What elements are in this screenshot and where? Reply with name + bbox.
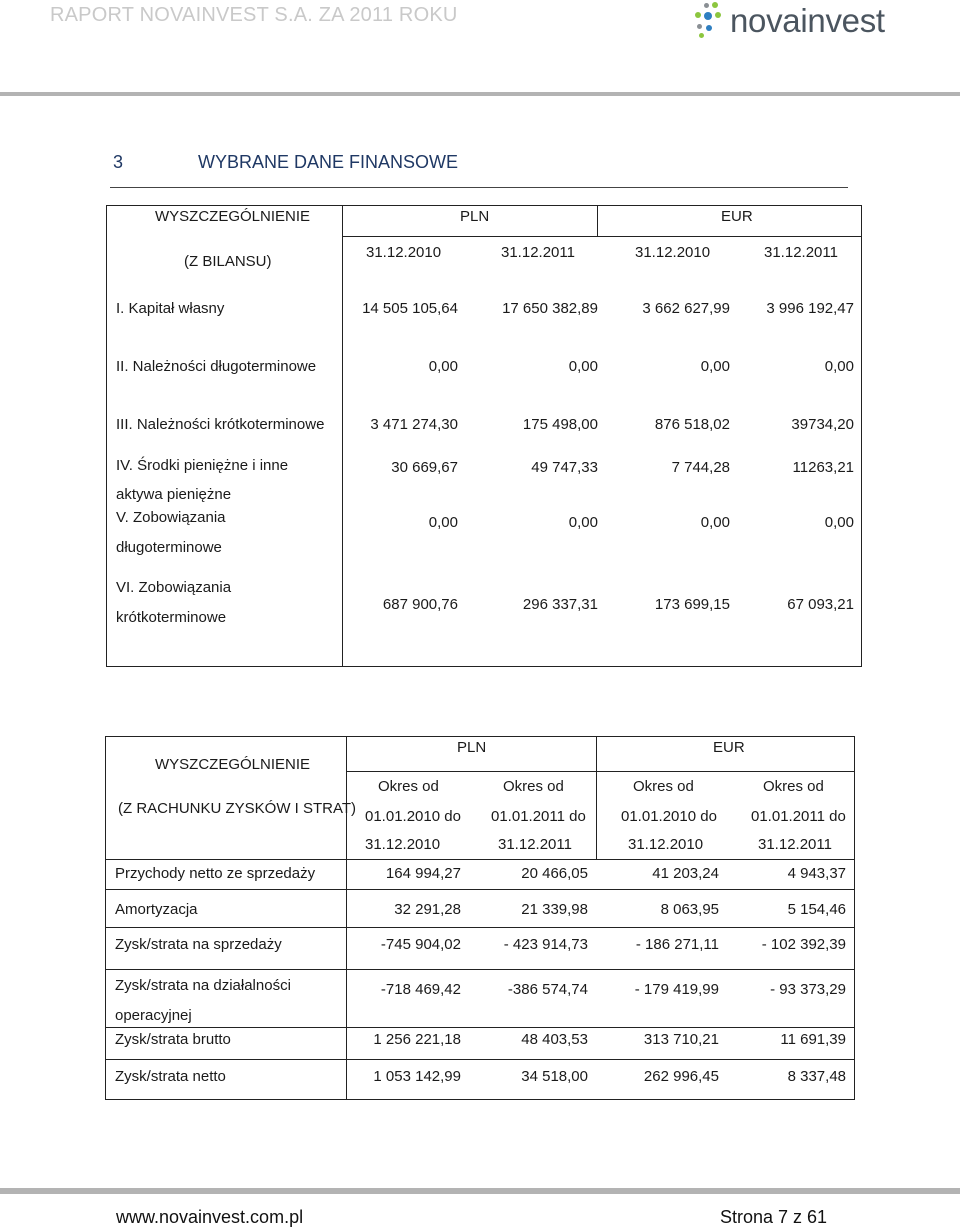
- row-label: VI. Zobowiązania: [116, 579, 232, 596]
- value-cell: 0,00: [568, 358, 598, 375]
- value-cell: -386 574,74: [507, 981, 588, 998]
- logo-dot-icon: [706, 25, 712, 31]
- value-cell: 3 996 192,47: [766, 300, 854, 317]
- value-cell: 3 471 274,30: [370, 416, 458, 433]
- value-cell: 262 996,45: [643, 1068, 719, 1085]
- value-cell: -745 904,02: [380, 936, 461, 953]
- value-cell: 0,00: [428, 358, 458, 375]
- value-cell: 0,00: [824, 514, 854, 531]
- value-cell: 20 466,05: [521, 865, 588, 882]
- row-label: długoterminowe: [116, 539, 222, 556]
- period-header: 01.01.2010 do: [621, 808, 717, 825]
- row-label: III. Należności krótkoterminowe: [116, 416, 325, 433]
- row-label: Zysk/strata netto: [115, 1068, 226, 1085]
- value-cell: - 179 419,99: [634, 981, 719, 998]
- balance-sheet-table: [106, 205, 862, 667]
- value-cell: 876 518,02: [654, 416, 730, 433]
- value-cell: 5 154,46: [787, 901, 846, 918]
- row-label: I. Kapitał własny: [116, 300, 225, 317]
- period-header: 31.12.2010: [365, 836, 441, 853]
- value-cell: 173 699,15: [654, 596, 730, 613]
- period-header: 31.12.2010: [628, 836, 704, 853]
- period-header: 01.01.2010 do: [365, 808, 461, 825]
- row-label: IV. Środki pieniężne i inne: [116, 457, 289, 474]
- value-cell: 8 337,48: [787, 1068, 846, 1085]
- logo-dot-icon: [699, 33, 704, 38]
- value-cell: 8 063,95: [660, 901, 719, 918]
- logo-dot-icon: [704, 12, 712, 20]
- row-label: aktywa pieniężne: [116, 486, 232, 503]
- period-header: 31.12.2011: [498, 836, 572, 853]
- logo-dot-icon: [697, 24, 702, 29]
- footer-page-number: Strona 7 z 61: [720, 1207, 828, 1227]
- balance-date-header: 31.12.2010: [635, 244, 711, 261]
- value-cell: -718 469,42: [380, 981, 461, 998]
- footer-divider: [0, 1188, 960, 1194]
- pl-header-label: WYSZCZEGÓLNIENIE: [155, 756, 311, 773]
- value-cell: 0,00: [568, 514, 598, 531]
- footer-website-link[interactable]: www.novainvest.com.pl: [116, 1207, 304, 1227]
- value-cell: 67 093,21: [787, 596, 854, 613]
- balance-header-label: WYSZCZEGÓLNIENIE: [155, 208, 311, 225]
- value-cell: 1 256 221,18: [373, 1031, 461, 1048]
- value-cell: 17 650 382,89: [502, 300, 598, 317]
- row-label: Zysk/strata na działalności: [115, 977, 291, 994]
- balance-currency-eur: EUR: [721, 208, 753, 225]
- balance-date-header: 31.12.2011: [501, 244, 575, 261]
- section-divider: [110, 187, 848, 188]
- period-header: Okres od: [503, 778, 564, 795]
- logo-dot-icon: [715, 12, 721, 18]
- value-cell: - 423 914,73: [503, 936, 588, 953]
- value-cell: 4 943,37: [787, 865, 846, 882]
- balance-date-header: 31.12.2011: [764, 244, 838, 261]
- row-label: II. Należności długoterminowe: [116, 358, 317, 375]
- balance-date-header: 31.12.2010: [366, 244, 442, 261]
- period-header: Okres od: [378, 778, 439, 795]
- row-label: Zysk/strata brutto: [115, 1031, 231, 1048]
- value-cell: 11263,21: [792, 459, 854, 476]
- novainvest-logo: [690, 0, 950, 44]
- value-cell: 0,00: [824, 358, 854, 375]
- logo-dot-icon: [695, 12, 701, 18]
- value-cell: 21 339,98: [521, 901, 588, 918]
- balance-header-sublabel: (Z BILANSU): [184, 253, 272, 270]
- value-cell: 0,00: [700, 514, 730, 531]
- value-cell: 7 744,28: [671, 459, 730, 476]
- period-header: Okres od: [633, 778, 694, 795]
- value-cell: - 102 392,39: [761, 936, 846, 953]
- period-header: 31.12.2011: [758, 836, 832, 853]
- value-cell: 1 053 142,99: [373, 1068, 461, 1085]
- pl-header-sublabel: (Z RACHUNKU ZYSKÓW I STRAT): [118, 800, 357, 817]
- row-label: V. Zobowiązania: [116, 509, 226, 526]
- value-cell: 687 900,76: [382, 596, 458, 613]
- value-cell: - 93 373,29: [770, 981, 846, 998]
- profit-loss-table: [105, 736, 855, 1100]
- value-cell: 0,00: [700, 358, 730, 375]
- value-cell: 49 747,33: [531, 459, 598, 476]
- period-header: 01.01.2011 do: [491, 808, 586, 825]
- value-cell: 32 291,28: [394, 901, 461, 918]
- value-cell: 11 691,39: [780, 1031, 846, 1048]
- value-cell: 313 710,21: [643, 1031, 719, 1048]
- row-label: operacyjnej: [115, 1007, 192, 1024]
- balance-currency-pln: PLN: [460, 208, 490, 225]
- pl-currency-eur: EUR: [713, 739, 745, 756]
- logo-dot-icon: [712, 2, 718, 8]
- value-cell: 14 505 105,64: [362, 300, 458, 317]
- logo-dot-icon: [704, 3, 709, 8]
- report-header-title: RAPORT NOVAINVEST S.A. ZA 2011 ROKU: [50, 4, 458, 26]
- value-cell: 164 994,27: [385, 865, 461, 882]
- row-label: Zysk/strata na sprzedaży: [115, 936, 282, 953]
- value-cell: 30 669,67: [391, 459, 458, 476]
- row-label: Amortyzacja: [115, 901, 198, 918]
- row-label: Przychody netto ze sprzedaży: [115, 865, 316, 882]
- value-cell: 39734,20: [791, 416, 854, 433]
- header-divider: [0, 92, 960, 96]
- value-cell: 41 203,24: [652, 865, 719, 882]
- pl-currency-pln: PLN: [457, 739, 487, 756]
- value-cell: 48 403,53: [521, 1031, 588, 1048]
- value-cell: - 186 271,11: [635, 936, 719, 953]
- value-cell: 3 662 627,99: [642, 300, 730, 317]
- value-cell: 34 518,00: [521, 1068, 588, 1085]
- logo-text: novainvest: [730, 2, 885, 39]
- value-cell: 296 337,31: [522, 596, 598, 613]
- period-header: Okres od: [763, 778, 824, 795]
- period-header: 01.01.2011 do: [751, 808, 846, 825]
- value-cell: 175 498,00: [522, 416, 598, 433]
- row-label: krótkoterminowe: [116, 609, 227, 626]
- section-title: WYBRANE DANE FINANSOWE: [198, 152, 459, 172]
- section-number: 3: [113, 152, 124, 172]
- value-cell: 0,00: [428, 514, 458, 531]
